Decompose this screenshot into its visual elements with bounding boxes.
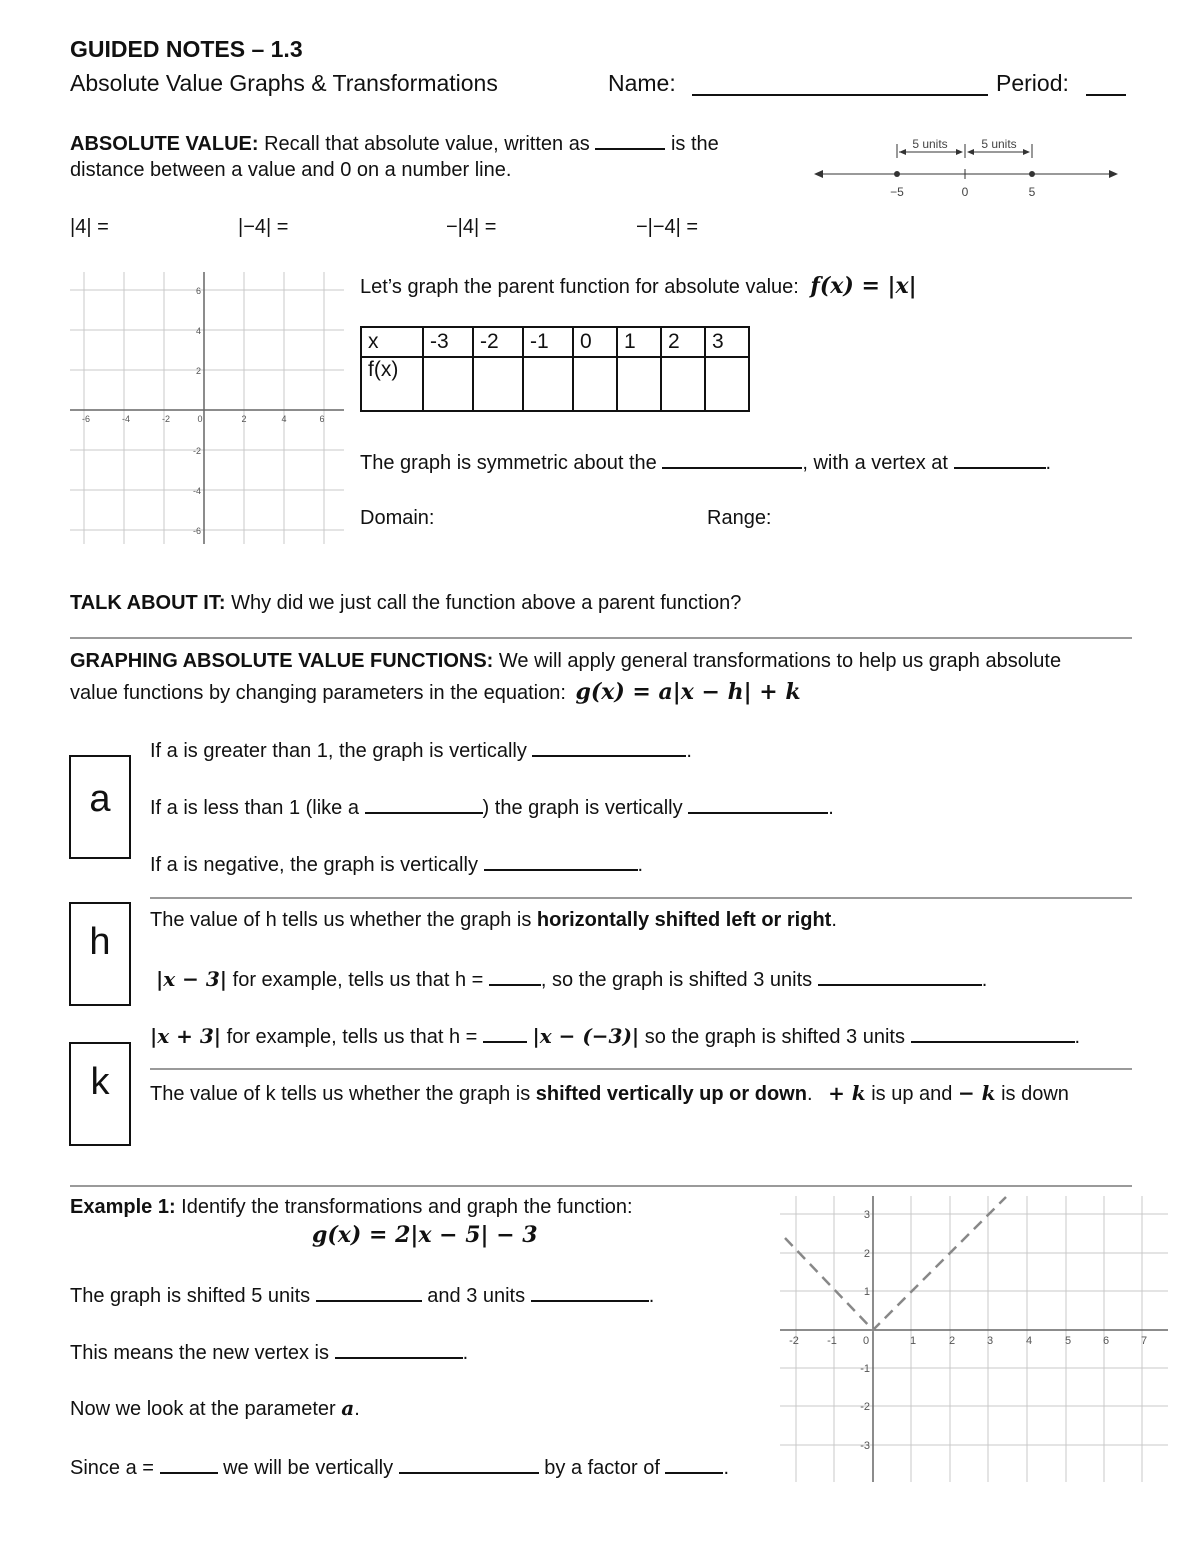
table-fx-cell[interactable] (523, 357, 573, 411)
grid2-y-tick: 3 (863, 1209, 870, 1221)
param-k-letter: k (90, 1061, 110, 1103)
tick-label-0: 0 (961, 185, 969, 199)
example1-blank1[interactable] (316, 1282, 422, 1302)
example1-label: Example 1: (70, 1196, 176, 1218)
tick-label-5: 5 (1028, 185, 1036, 199)
grid2-x-tick: -1 (827, 1335, 837, 1347)
param-k-box (69, 1042, 131, 1146)
symmetry-blank[interactable] (662, 449, 802, 469)
param-h-box (69, 902, 131, 1006)
param-a-line2: If a is less than 1 (like a ) the graph is vertically . (150, 794, 834, 820)
parent-function-equation: f(x) = |x| (810, 273, 917, 299)
param-h-blank1[interactable] (489, 966, 541, 986)
table-x-header: x (361, 327, 423, 357)
table-x-value: 0 (573, 327, 617, 357)
worksheet-title: GUIDED NOTES – 1.3 (70, 36, 303, 62)
symmetry-text-a: The graph is symmetric about the (360, 452, 657, 474)
grid1-x-tick: 4 (281, 414, 287, 424)
param-h-math3: |x + 3| (150, 1024, 222, 1048)
example1-blank3[interactable] (335, 1339, 463, 1359)
param-k-text-b: shifted vertically up or down (535, 1083, 807, 1105)
example1-text2: This means the new vertex is (70, 1342, 329, 1364)
param-a-blank3[interactable] (688, 794, 828, 814)
param-h-math3b: |x − (−3)| (532, 1024, 640, 1048)
grid1-x-tick: -2 (161, 414, 171, 424)
worksheet-subtitle: Absolute Value Graphs & Transformations (70, 70, 498, 96)
example1-blank4[interactable] (160, 1454, 218, 1474)
grid2-y-tick: -2 (860, 1401, 870, 1413)
table-fx-cell[interactable] (617, 357, 661, 411)
param-h-blank3[interactable] (483, 1023, 527, 1043)
example1-equation: g(x) = 2|x − 5| − 3 (312, 1222, 538, 1248)
param-h-text1b: horizontally shifted left or right (536, 909, 832, 931)
param-a-letter: a (89, 778, 111, 820)
talk-about-it (70, 592, 741, 615)
param-a-line3: If a is negative, the graph is vertically . (150, 851, 643, 877)
param-a-text3: If a is negative, the graph is vertically (150, 854, 478, 876)
example1-text1b: and 3 units (427, 1285, 526, 1307)
grid2-x-tick: 6 (1102, 1335, 1110, 1347)
divider (150, 1068, 1132, 1070)
example1-text4c: by a factor of (544, 1457, 660, 1479)
grid1-y-tick: 4 (195, 326, 201, 336)
grid1-y-tick: -6 (192, 526, 201, 536)
abs-value-label: ABSOLUTE VALUE: (70, 133, 259, 155)
divider (70, 637, 1132, 639)
table-x-value: 1 (617, 327, 661, 357)
parent-function-table (360, 326, 750, 412)
param-h-text3a: for example, tells us that h = (226, 1026, 478, 1048)
name-field[interactable] (692, 94, 988, 96)
grid1-x-tick: 0 (197, 414, 203, 424)
example1-vertex-line: This means the new vertex is . (70, 1339, 468, 1365)
param-h-line2: |x − 3| for example, tells us that h = , so the graph is shifted 3 units . (156, 967, 988, 991)
grid1-x-tick: 2 (241, 414, 247, 424)
grid2-x-tick: 2 (948, 1335, 956, 1347)
param-k-minus: − k (957, 1081, 996, 1105)
param-a-line1: If a is greater than 1, the graph is vertically . (150, 737, 692, 763)
abs-notation-blank[interactable] (595, 130, 665, 150)
abs-value-line2: distance between a value and 0 on a number line. (70, 159, 512, 181)
name-label: Name: (608, 70, 676, 96)
abs-expr-1: |4| = (70, 216, 109, 238)
divider (70, 1185, 1132, 1187)
example1-blank2[interactable] (531, 1282, 649, 1302)
param-h-line3: |x + 3| for example, tells us that h = |x − (−3)| so the graph is shifted 3 units . (150, 1024, 1081, 1048)
grid1-y-tick: 6 (195, 286, 201, 296)
param-a-text2b: ) the graph is vertically (482, 797, 683, 819)
param-a-blank1[interactable] (532, 737, 686, 757)
grid2-x-tick: 7 (1140, 1335, 1148, 1347)
table-x-value: -2 (473, 327, 523, 357)
param-a-blank2[interactable] (365, 794, 483, 814)
graphing-text2: value functions by changing parameters in the equation: (70, 682, 566, 704)
grid2-x-tick: 3 (986, 1335, 994, 1347)
grid1-y-tick: -2 (192, 446, 201, 456)
symmetry-line: The graph is symmetric about the , with a vertex at . (360, 449, 1051, 475)
domain-label: Domain: (360, 507, 435, 529)
param-h-letter: h (89, 921, 111, 963)
table-fx-cell[interactable] (573, 357, 617, 411)
example1-text4a: Since a = (70, 1457, 154, 1479)
period-label: Period: (996, 70, 1069, 96)
param-a-box (69, 755, 131, 859)
param-k-plus: + k (828, 1081, 866, 1105)
table-fx-header: f(x) (361, 357, 423, 411)
example1-shift-line: The graph is shifted 5 units and 3 units . (70, 1282, 654, 1308)
table-x-value: 3 (705, 327, 749, 357)
graphing-text1: We will apply general transformations to help us graph absolute (498, 650, 1062, 672)
param-a-text1: If a is greater than 1, the graph is vertically (150, 740, 527, 762)
brace-label-left: 5 units (912, 137, 948, 151)
grid1-x-tick: 6 (319, 414, 325, 424)
param-h-text1a: The value of h tells us whether the graph is (150, 909, 532, 931)
grid1-y-tick: -4 (192, 486, 201, 496)
example1-math-a: a (341, 1396, 355, 1420)
period-field[interactable] (1086, 94, 1126, 96)
abs-value-line1 (70, 130, 719, 156)
abs-value-text: Recall that absolute value, written as (264, 133, 590, 155)
param-k-text-e: is down (1001, 1083, 1069, 1105)
example1-text4b: we will be vertically (223, 1457, 394, 1479)
example1-factor-line: Since a = we will be vertically by a factor of . (70, 1454, 729, 1480)
parent-function-text: Let’s graph the parent function for absolute value: (360, 276, 799, 298)
param-a-blank4[interactable] (484, 851, 638, 871)
example1-line1 (70, 1196, 633, 1219)
param-k-text-a: The value of k tells us whether the graph is (150, 1083, 531, 1105)
table-fx-cell[interactable] (705, 357, 749, 411)
param-h-text3b: so the graph is shifted 3 units (644, 1026, 905, 1048)
example1-grid[interactable] (780, 1196, 1168, 1482)
grid2-x-tick: 1 (909, 1335, 917, 1347)
param-h-blank4[interactable] (911, 1023, 1075, 1043)
example1-text3a: Now we look at the parameter (70, 1398, 336, 1420)
param-a-text2a: If a is less than 1 (like a (150, 797, 359, 819)
grid2-y-tick: 2 (863, 1248, 870, 1260)
grid1-y-tick: 2 (195, 366, 201, 376)
abs-expr-2: |−4| = (238, 216, 289, 238)
graphing-line1 (70, 650, 1061, 673)
param-k-line (150, 1081, 1069, 1106)
abs-expr-4: −|−4| = (636, 216, 699, 238)
example1-text: Identify the transformations and graph the function: (181, 1196, 633, 1218)
param-h-math2: |x − 3| (156, 967, 228, 991)
grid2-x-tick: 4 (1025, 1335, 1033, 1347)
param-h-text2b: , so the graph is shifted 3 units (540, 969, 813, 991)
divider (150, 897, 1132, 899)
param-h-blank2[interactable] (818, 966, 982, 986)
general-equation: g(x) = a|x − h| + k (575, 679, 801, 705)
abs-expr-3: −|4| = (446, 216, 497, 238)
table-x-value: 2 (661, 327, 705, 357)
grid1-x-tick: -6 (81, 414, 91, 424)
example1-text1a: The graph is shifted 5 units (70, 1285, 311, 1307)
grid2-y-tick: 1 (863, 1286, 870, 1298)
table-x-value: -1 (523, 327, 573, 357)
number-line (812, 132, 1122, 204)
grid1-x-tick: -4 (121, 414, 131, 424)
table-fx-cell[interactable] (661, 357, 705, 411)
parent-function-dashed-line (785, 1197, 1006, 1330)
range-label: Range: (707, 507, 772, 529)
abs-value-text-b: is the (670, 133, 719, 155)
param-k-text-d: is up and (871, 1083, 953, 1105)
param-h-text2a: for example, tells us that h = (232, 969, 484, 991)
grid2-x-tick: -2 (789, 1335, 799, 1347)
talk-label: TALK ABOUT IT: (70, 592, 226, 614)
param-h-line1: The value of h tells us whether the graph is horizontally shifted left or right. (150, 909, 837, 931)
table-fx-cell[interactable] (423, 357, 473, 411)
table-fx-cell[interactable] (473, 357, 523, 411)
talk-text: Why did we just call the function above a parent function? (231, 592, 742, 614)
example1-param-line: Now we look at the parameter a. (70, 1396, 360, 1420)
grid2-y-tick: -1 (860, 1363, 870, 1375)
param-k-text-c: . (806, 1083, 813, 1105)
graphing-line2 (70, 679, 801, 705)
table-x-value: -3 (423, 327, 473, 357)
graphing-label: GRAPHING ABSOLUTE VALUE FUNCTIONS: (70, 650, 494, 672)
parent-function-grid[interactable] (70, 272, 344, 544)
grid2-x-tick: 0 (862, 1335, 870, 1347)
symmetry-text-b: , with a vertex at (802, 452, 948, 474)
tick-label-neg5: −5 (890, 185, 904, 199)
example1-blank6[interactable] (665, 1454, 723, 1474)
example1-blank5[interactable] (399, 1454, 539, 1474)
grid2-x-tick: 5 (1064, 1335, 1072, 1347)
vertex-blank[interactable] (954, 449, 1046, 469)
grid2-y-tick: -3 (860, 1440, 870, 1452)
parent-function-line (360, 273, 917, 299)
brace-label-right: 5 units (981, 137, 1017, 151)
